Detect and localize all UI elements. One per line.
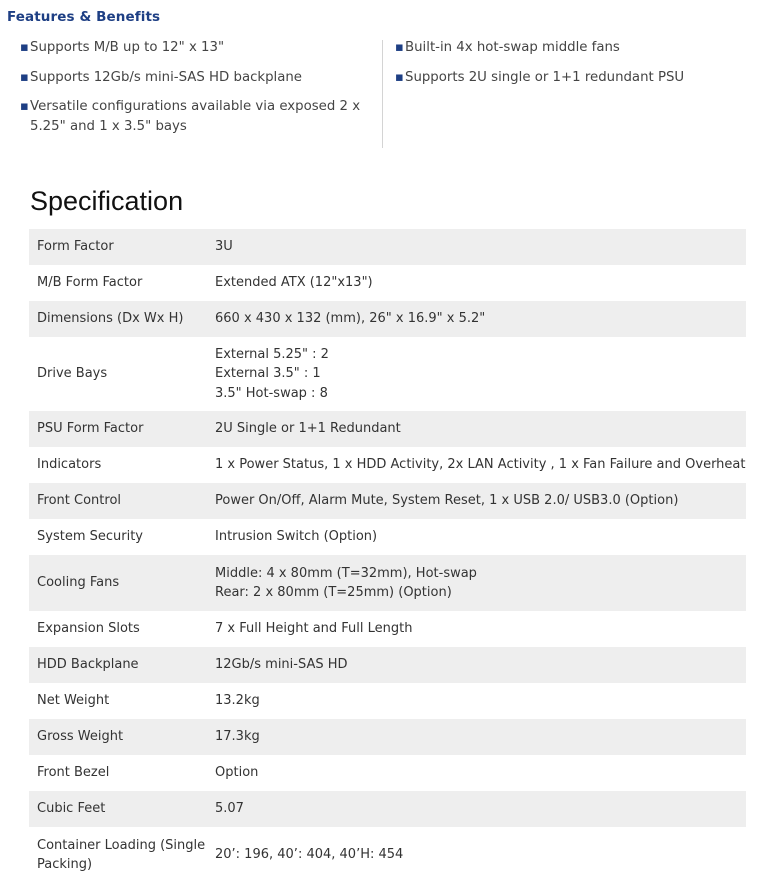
- features-title: Features & Benefits: [7, 9, 161, 25]
- spec-label: PSU Form Factor: [29, 411, 215, 447]
- table-row: [29, 301, 746, 337]
- spec-value: 12Gb/s mini-SAS HD: [215, 647, 746, 683]
- table-row: [29, 229, 746, 265]
- feature-item: [395, 68, 755, 88]
- table-row: [29, 647, 746, 683]
- table-row: [29, 483, 746, 519]
- spec-value: Intrusion Switch (Option): [215, 519, 746, 555]
- spec-label: Net Weight: [29, 683, 215, 719]
- spec-value: 2U Single or 1+1 Redundant: [215, 411, 746, 447]
- features-left-list: [20, 38, 365, 146]
- table-row: [29, 447, 746, 483]
- spec-label: Dimensions (Dx Wx H): [29, 301, 215, 337]
- spec-label: Cooling Fans: [29, 555, 215, 611]
- spec-label: HDD Backplane: [29, 647, 215, 683]
- spec-label: M/B Form Factor: [29, 265, 215, 301]
- spec-value: 1 x Power Status, 1 x HDD Activity, 2x LAN Activity , 1 x Fan Failure and Overheat: [215, 447, 746, 483]
- table-row: [29, 791, 746, 827]
- feature-text: Supports 2U single or 1+1 redundant PSU: [405, 69, 685, 85]
- spec-value: 13.2kg: [215, 683, 746, 719]
- table-row: [29, 555, 746, 611]
- bullet-icon: ▪: [20, 40, 29, 55]
- bullet-icon: ▪: [395, 69, 404, 85]
- bullet-icon: ▪: [395, 40, 404, 55]
- table-row: [29, 827, 746, 883]
- table-row: [29, 337, 746, 411]
- bullet-icon: ▪: [20, 69, 29, 85]
- spec-value: External 5.25" : 2 External 3.5" : 1 3.5" Hot-swap : 8: [215, 337, 746, 411]
- table-row: [29, 719, 746, 755]
- spec-value: 20’: 196, 40’: 404, 40’H: 454: [215, 827, 746, 883]
- spec-value: Middle: 4 x 80mm (T=32mm), Hot-swap Rear: 2 x 80mm (T=25mm) (Option): [215, 555, 746, 611]
- feature-text: Supports 12Gb/s mini-SAS HD backplane: [30, 69, 302, 85]
- features-section: [0, 38, 773, 148]
- spec-label: Expansion Slots: [29, 611, 215, 647]
- spec-label: Front Control: [29, 483, 215, 519]
- spec-label: Gross Weight: [29, 719, 215, 755]
- table-row: [29, 411, 746, 447]
- spec-label: Container Loading (Single Packing): [29, 827, 215, 883]
- spec-label: Front Bezel: [29, 755, 215, 791]
- spec-value: Extended ATX (12"x13"): [215, 265, 746, 301]
- features-divider: [382, 40, 383, 148]
- table-row: [29, 265, 746, 301]
- bullet-icon: ▪: [20, 99, 29, 114]
- table-row: [29, 755, 746, 791]
- feature-item: [395, 38, 755, 58]
- table-row: [29, 611, 746, 647]
- spec-label: Form Factor: [29, 229, 215, 265]
- spec-value: 3U: [215, 229, 746, 265]
- feature-item: [20, 68, 365, 88]
- feature-text: Versatile configurations available via exposed 2 x 5.25" and 1 x 3.5" bays: [30, 99, 361, 134]
- feature-text: Supports M/B up to 12" x 13": [30, 40, 225, 55]
- spec-value: Power On/Off, Alarm Mute, System Reset, 1 x USB 2.0/ USB3.0 (Option): [215, 483, 746, 519]
- specification-title: Specification: [30, 186, 184, 216]
- table-row: [29, 683, 746, 719]
- feature-item: [20, 38, 365, 58]
- specification-table: [29, 229, 746, 883]
- spec-value: Option: [215, 755, 746, 791]
- table-row: [29, 519, 746, 555]
- spec-label: System Security: [29, 519, 215, 555]
- spec-label: Cubic Feet: [29, 791, 215, 827]
- spec-value: 5.07: [215, 791, 746, 827]
- spec-value: 660 x 430 x 132 (mm), 26" x 16.9" x 5.2": [215, 301, 746, 337]
- features-right-list: [395, 38, 755, 97]
- spec-value: 7 x Full Height and Full Length: [215, 611, 746, 647]
- spec-value: 17.3kg: [215, 719, 746, 755]
- feature-text: Built-in 4x hot-swap middle fans: [405, 40, 620, 55]
- spec-label: Indicators: [29, 447, 215, 483]
- spec-label: Drive Bays: [29, 337, 215, 411]
- feature-item: [20, 97, 365, 136]
